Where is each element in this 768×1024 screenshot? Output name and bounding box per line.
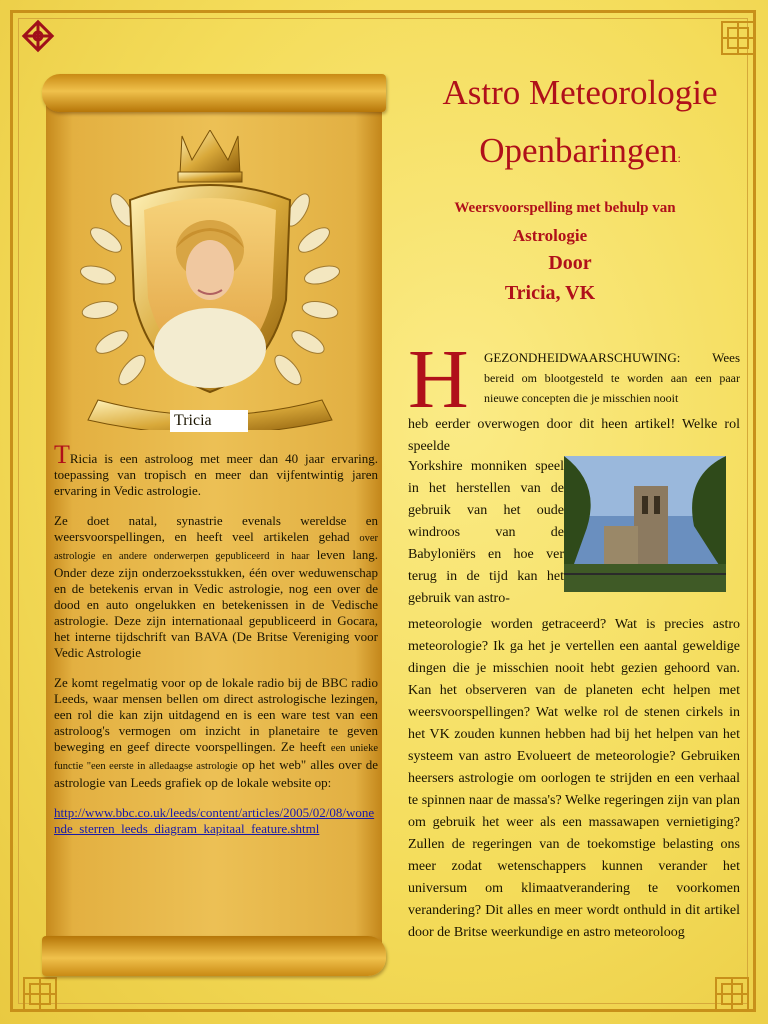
title-word: Openbaringen [479,131,678,170]
subtitle: Weersvoorspelling met behulp van [454,200,676,216]
subtitle-astrologie: Astrologie [512,226,588,245]
page-title-line2 [400,128,760,181]
article-dropcap: H [408,333,469,426]
knot-ornament-icon [16,14,60,58]
scroll-top-roll [42,74,386,112]
article-lead [484,348,740,408]
title-colon: : [677,151,681,165]
bio-p2a: Ze doet natal, synastrie evenals wereldse en weersvoorspellingen, en heeft veel artikelen gehad [54,513,378,544]
bio-dropcap: T [54,440,70,469]
scroll-bottom-roll [42,936,386,976]
bbc-link[interactable]: http://www.bbc.co.uk/leeds/content/articles/2005/02/08/wonende_sterren_leeds_diagram_kapitaal_feature.shtml [54,805,375,836]
bio-text [54,440,379,851]
health-warning: GEZONDHEIDWAARSCHUWING: Wees [484,350,740,365]
author-name: Tricia, VK [504,282,596,304]
article-lead-text: bereid om blootgesteld te worden aan een paar nieuwe concepten die je misschien nooit [484,371,740,405]
bio-p3b: op het web" alles over de astrologie van Leeds grafiek op de lokale website op: [54,757,378,790]
corner-ornament-icon [18,972,62,1016]
bio-p2-small: over astrologie en andere onderwerpen gepubliceerd in haar [54,533,379,562]
bio-paragraph [54,440,378,499]
bio-p3a: Ze komt regelmatig voor op de lokale radio bij de BBC radio Leeds, waar mensen bellen om direct astrologische lezingen, een rol die kan zijn uitdagend en is een ware test van een astroloog's vermogen om inzicht in planetaire te geven beweging en geef directe voorspellingen. Ze heeft [54,675,378,754]
bio-p2b: leven lang. Onder deze zijn onderzoeksstukken, één over weduwenschap en de betekenis ervan in Vedic astrologie, nog een over de dood en auto ongelukken en betekenissen in de Vedische astrologie. Deze zijn internationaal gepubliceerd in Gocara, het interne tijdschrift van BAVA (De Britse Vereniging voor Vedic Astrologie [54,547,379,660]
crest-emblem [70,130,350,430]
article-body: meteorologie worden getraceerd? Wat is precies astro meteorologie? Ik ga het je vertellen een aantal geweldige dingen die je misschien nooit hebt gezien gehoord van. Kan het observeren van de planeten echt helpen met weersvoorspellingen? Wat welke rol de stenen cirkels in het VK zouden kunnen hebben had bij het helpen van het systeem van astro Evolueert de meteorologie? Gebruiken heersers astrologie om oorlogen te strijden en een verhaal te spinnen naar de massa's? Welke regeringen zijn van plan om gebruik het weer als een massawapen vernietiging? Zullen de regeringen van de toekomstige belasting ons meer zodat wetenschappers kunnen verander het universum om klimaatverandering te voorkomen verandering? Dit alles en meer wordt onthuld in dit artikel door de Britse weerkundige en astro meteoroloog [408,617,740,940]
bio-p1: Ricia is een astroloog met meer dan 40 jaar ervaring. toepassing van tropisch en meer dan vijfentwintig jaren ervaring in Vedic astrologie. [54,451,378,498]
portrait-name-label: Tricia [170,410,248,432]
corner-ornament-icon [710,972,754,1016]
subtitle-door: Door [548,252,592,274]
bio-paragraph [54,675,378,791]
article-line2: heb eerder overwogen door dit heen artikel! Welke rol speelde [408,417,740,454]
bio-link-paragraph [54,805,378,837]
page-title: Astro Meteorologie [442,73,718,112]
abbey-ruins-photo [564,456,726,592]
bio-paragraph [54,513,378,661]
corner-ornament-icon [716,16,760,60]
article-column: Yorkshire monniken speel in het herstellen van de gebruik van het oude windroos van de Babyloniërs en hoe ver terug in de tijd kan het gebruik van astro- [408,459,564,606]
bio-p3-small: een unieke functie "een eerste in alledaagse astrologie [54,743,379,772]
